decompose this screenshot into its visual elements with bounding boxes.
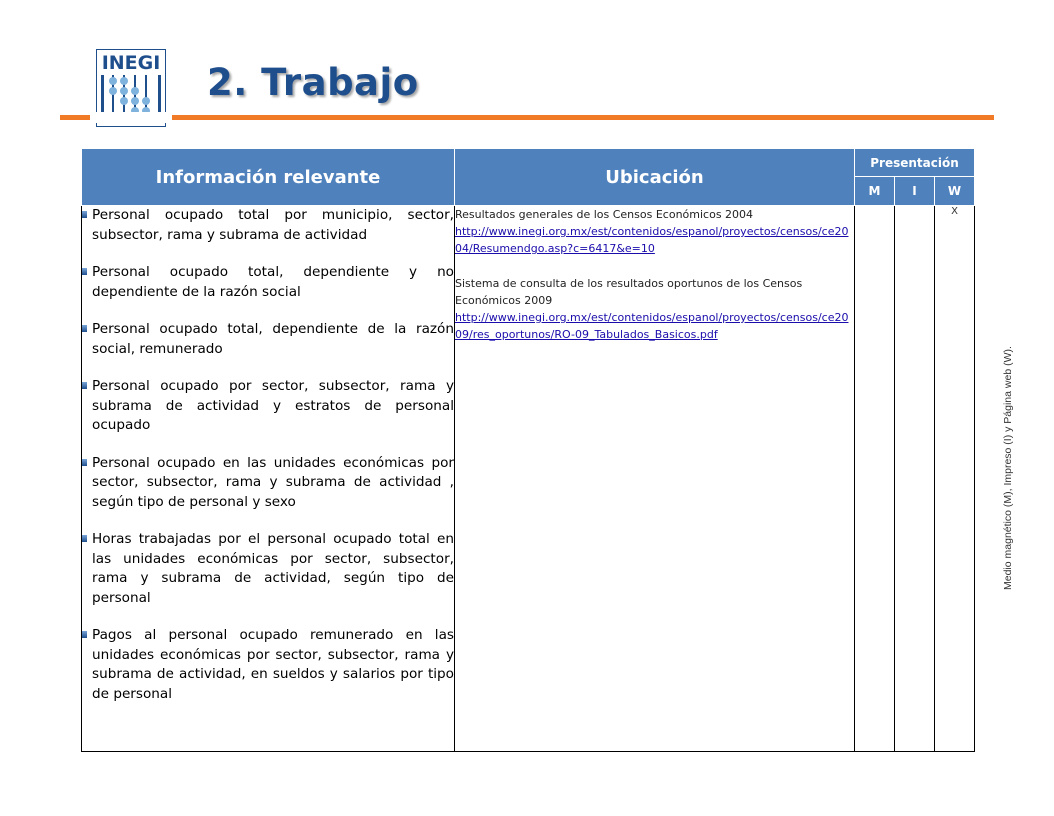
col-header-m: M — [855, 177, 895, 206]
ubicacion-cell — [455, 206, 855, 752]
bullet-icon — [82, 631, 87, 638]
info-cell — [82, 206, 455, 752]
list-item-text: Personal ocupado total, dependiente y no dependiente de la razón social — [92, 264, 454, 300]
source-block — [455, 206, 854, 257]
list-item — [82, 454, 454, 513]
source-block — [455, 275, 854, 343]
svg-text:INEGI: INEGI — [101, 52, 161, 74]
source-text: Sistema de consulta de los resultados oportunos de los Censos Económicos 2009 — [455, 277, 803, 307]
list-item-text: Personal ocupado total por municipio, sector, subsector, rama y subrama de actividad — [92, 207, 454, 243]
bullet-icon — [82, 211, 87, 218]
list-item-text: Pagos al personal ocupado remunerado en las unidades económicas por sector, subsector, rama y subrama de actividad, en sueldos y salarios por tipo de personal — [92, 627, 454, 702]
list-item — [82, 626, 454, 704]
mark-m — [855, 206, 895, 752]
col-header-presentacion: Presentación — [855, 149, 975, 177]
mark-w: X — [935, 206, 975, 752]
list-item-text: Horas trabajadas por el personal ocupado total en las unidades económicas por sector, subsector, rama y subrama de actividad, según tipo de personal — [92, 531, 454, 606]
col-header-i: I — [895, 177, 935, 206]
bullet-icon — [82, 325, 87, 332]
source-link[interactable]: http://www.inegi.org.mx/est/contenidos/espanol/proyectos/censos/ce2004/Resumendgo.asp?c=6417&e=10 — [455, 225, 849, 255]
bullet-icon — [82, 459, 87, 466]
mark-i — [895, 206, 935, 752]
bullet-icon — [82, 382, 87, 389]
header-rule-gap — [90, 112, 172, 123]
header-rule — [60, 115, 994, 120]
list-item — [82, 263, 454, 302]
list-item-text: Personal ocupado por sector, subsector, rama y subrama de actividad y estratos de personal ocupado — [92, 378, 454, 433]
list-item — [82, 377, 454, 436]
info-table — [81, 148, 975, 752]
bullet-icon — [82, 535, 87, 542]
list-item — [82, 320, 454, 359]
col-header-info: Información relevante — [82, 149, 455, 206]
col-header-ubicacion: Ubicación — [455, 149, 855, 206]
col-header-w: W — [935, 177, 975, 206]
list-item-text: Personal ocupado en las unidades económicas por sector, subsector, rama y subrama de actividad , según tipo de personal y sexo — [92, 454, 454, 510]
list-item-text: Personal ocupado total, dependiente de la razón social, remunerado — [92, 321, 454, 357]
source-link[interactable]: http://www.inegi.org.mx/est/contenidos/espanol/proyectos/censos/ce2009/res_oportunos/RO-09_Tabulados_Basicos.pdf — [455, 311, 849, 341]
source-text: Resultados generales de los Censos Económicos 2004 — [455, 208, 754, 221]
list-item — [82, 206, 454, 245]
side-note-text: Medio magnético (M), Impreso (I) y Página web (W). — [1002, 346, 1014, 590]
list-item — [82, 530, 454, 608]
page-title: 2. Trabajo — [207, 61, 419, 104]
bullet-icon — [82, 268, 87, 275]
